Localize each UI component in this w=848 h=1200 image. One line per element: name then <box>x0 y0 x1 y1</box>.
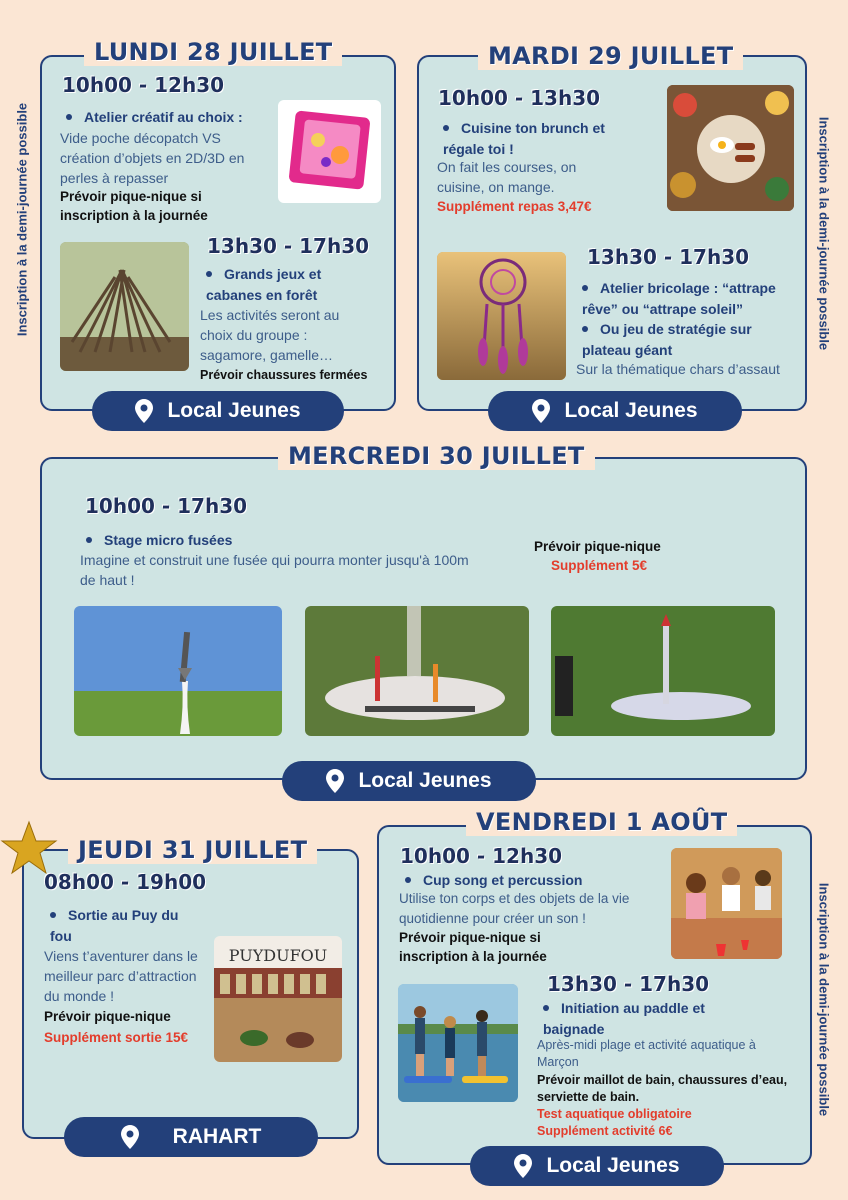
lundi-afternoon-time: 13h30 - 17h30 <box>207 234 370 258</box>
rocket-photo-3 <box>551 606 775 736</box>
mardi-location-pill <box>488 391 742 431</box>
lundi-morning-desc: Vide poche décopatch VS création d’objets en 2D/3D en perles à repasser <box>60 130 245 186</box>
jeudi-extra: Supplément sortie 15€ <box>44 1030 189 1045</box>
cabane-photo <box>60 242 189 371</box>
side-note-right-bottom: Inscription à la demi-journée possible <box>816 882 832 1117</box>
mercredi-title: MERCREDI 30 JUILLET <box>278 442 595 470</box>
brunch-photo <box>667 85 794 211</box>
vendredi-title: VENDREDI 1 AOÛT <box>466 808 737 836</box>
vendredi-afternoon-activity: Initiation au paddle et baignade <box>543 1000 705 1037</box>
jeudi-title: JEUDI 31 JUILLET <box>68 836 317 864</box>
lundi-morning-time: 10h00 - 12h30 <box>62 73 225 97</box>
cup-song-photo <box>671 848 782 959</box>
vendredi-morning-note: Prévoir pique-nique si inscription à la journée <box>399 930 547 964</box>
location-pin-icon <box>532 399 550 423</box>
vendredi-afternoon-desc: Après-midi plage et activité aquatique à Marçon <box>537 1038 756 1069</box>
jeudi-location-pill <box>64 1117 318 1157</box>
mardi-morning-time: 10h00 - 13h30 <box>438 86 601 110</box>
mardi-afternoon-time: 13h30 - 17h30 <box>587 245 750 269</box>
side-note-left: Inscription à la demi-journée possible <box>14 102 30 337</box>
vendredi-afternoon-time: 13h30 - 17h30 <box>547 972 710 996</box>
lundi-title: LUNDI 28 JUILLET <box>84 38 342 66</box>
mardi-morning-desc: On fait les courses, on cuisine, on mange. <box>437 159 577 195</box>
decopatch-photo <box>278 100 381 203</box>
lundi-afternoon-note: Prévoir chaussures fermées <box>200 368 368 382</box>
attrape-reve-photo <box>437 252 566 380</box>
star-icon <box>0 820 58 876</box>
jeudi-location: RAHART <box>172 1125 262 1148</box>
mercredi-extra: Supplément 5€ <box>551 558 648 573</box>
location-pin-icon <box>121 1125 139 1149</box>
vendredi-afternoon-note: Prévoir maillot de bain, chaussures d’eau, serviette de bain. <box>537 1073 788 1104</box>
jeudi-desc: Viens t’aventurer dans le meilleur parc d’attraction du monde ! <box>44 948 198 1004</box>
lundi-morning-note: Prévoir pique-nique si inscription à la journée <box>60 189 208 223</box>
mardi-title: MARDI 29 JUILLET <box>478 42 743 70</box>
mercredi-time: 10h00 - 17h30 <box>85 494 248 518</box>
location-pin-icon <box>514 1154 532 1178</box>
mardi-morning-extra: Supplément repas 3,47€ <box>437 199 592 214</box>
puy-du-fou-photo <box>214 936 342 1062</box>
vendredi-location: Local Jeunes <box>546 1154 680 1177</box>
rocket-photo-1 <box>74 606 282 736</box>
mercredi-location-pill <box>282 761 536 801</box>
lundi-afternoon-desc: Les activités seront au choix du groupe : sagamore, gamelle… <box>200 307 340 363</box>
lundi-location-pill <box>92 391 344 431</box>
vendredi-location-pill <box>470 1146 724 1186</box>
jeudi-activity: Sortie au Puy du fou <box>50 907 179 944</box>
mercredi-note: Prévoir pique-nique <box>534 539 661 554</box>
mardi-location: Local Jeunes <box>564 399 698 422</box>
vendredi-morning-activity: Cup song et percussion <box>405 870 582 891</box>
lundi-morning-activity: Atelier créatif au choix : <box>66 107 276 128</box>
puy-du-fou-logo: PUYDUFOU <box>228 946 328 965</box>
paddle-photo <box>398 984 518 1102</box>
vendredi-afternoon-extra-1: Test aquatique obligatoire <box>537 1107 692 1121</box>
mercredi-desc: Imagine et construit une fusée qui pourra monter jusqu'à 100m de haut ! <box>80 552 469 588</box>
vendredi-afternoon-extra-2: Supplément activité 6€ <box>537 1124 673 1138</box>
mercredi-activity: Stage micro fusées <box>86 530 232 551</box>
mardi-afternoon-activity-2: Ou jeu de stratégie sur plateau géant <box>582 321 752 358</box>
jeudi-note: Prévoir pique-nique <box>44 1009 171 1024</box>
lundi-afternoon-activity: Grands jeux et cabanes en forêt <box>206 266 322 303</box>
lundi-location: Local Jeunes <box>167 399 301 422</box>
jeudi-time: 08h00 - 19h00 <box>44 870 207 894</box>
location-pin-icon <box>326 769 344 793</box>
vendredi-morning-desc: Utilise ton corps et des objets de la vie quotidienne pour créer un son ! <box>399 891 630 926</box>
mercredi-location: Local Jeunes <box>358 769 492 792</box>
rocket-photo-2 <box>305 606 529 736</box>
location-pin-icon <box>135 399 153 423</box>
vendredi-morning-time: 10h00 - 12h30 <box>400 844 563 868</box>
mardi-morning-activity: Cuisine ton brunch et régale toi ! <box>443 120 605 157</box>
side-note-right-top: Inscription à la demi-journée possible <box>816 116 832 351</box>
mardi-afternoon-activity-1: Atelier bricolage : “attrape rêve” ou “attrape soleil” <box>582 280 776 317</box>
mardi-afternoon-desc: Sur la thématique chars d’assaut <box>576 361 780 377</box>
